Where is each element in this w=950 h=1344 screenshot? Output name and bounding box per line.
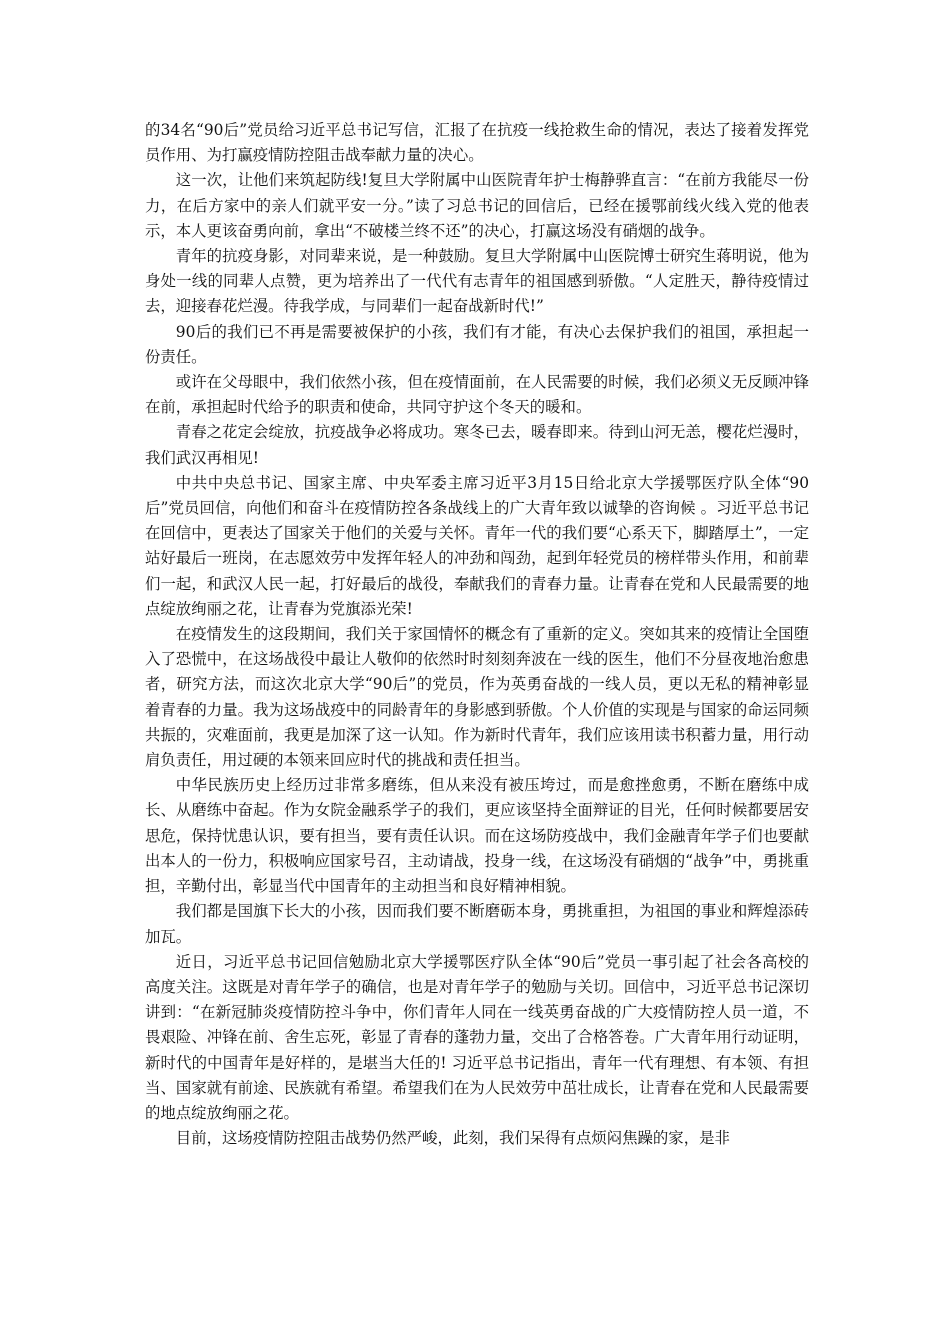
paragraph: 近日，习近平总书记回信勉励北京大学援鄂医疗队全体“90后”党员一事引起了社会各高校的高度关注。这既是对青年学子的确信，也是对青年学子的勉励与关切。回信中，习近平总书记深切讲到：“在新冠肺炎疫情防控斗争中，你们青年人同在一线英勇奋战的广大疫情防控人员一道，不畏艰险、冲锋在前、舍生忘死，彰显了青春的蓬勃力量，交出了合格答卷。广大青年用行动证明，新时代的中国青年是好样的，是堪当大任的! 习近平总书记指出，青年一代有理想、有本领、有担当、国家就有前途、民族就有希望。希望我们在为人民效劳中茁壮成长，让青春在党和人民最需要的地点绽放绚丽之花。	[145, 952, 809, 1122]
paragraph: 青春之花定会绽放，抗疫战争必将成功。寒冬已去，暖春即来。待到山河无恙，樱花烂漫时，我们武汉再相见!	[145, 423, 809, 467]
paragraph: 的34名“90后”党员给习近平总书记写信，汇报了在抗疫一线抢救生命的情况，表达了接着发挥党员作用、为打赢疫情防控阻击战奉献力量的决心。	[145, 121, 809, 165]
paragraph: 或许在父母眼中，我们依然小孩，但在疫情面前，在人民需要的时候，我们必须义无反顾冲锋在前，承担起时代给予的职责和使命，共同守护这个冬天的暖和。	[145, 373, 809, 417]
paragraph: 这一次，让他们来筑起防线!复旦大学附属中山医院青年护士梅静骅直言：“在前方我能尽一份力，在后方家中的亲人们就平安一分。”读了习总书记的回信后，已经在援鄂前线火线入党的他表示，本人更该奋勇向前，拿出“不破楼兰终不还”的决心，打赢这场没有硝烟的战争。	[145, 171, 809, 240]
paragraph: 中华民族历史上经历过非常多磨练，但从来没有被压垮过，而是愈挫愈勇，不断在磨练中成长、从磨练中奋起。作为女院金融系学子的我们，更应该坚持全面辩证的目光，任何时候都要居安思危，保持忧患认识，要有担当，要有责任认识。而在这场防疫战中，我们金融青年学子们也要献出本人的一份力，积极响应国家号召，主动请战，投身一线，在这场没有硝烟的“战争”中，勇挑重担，辛勤付出，彰显当代中国青年的主动担当和良好精神相貌。	[145, 776, 809, 896]
paragraph: 中共中央总书记、国家主席、中央军委主席习近平3月15日给北京大学援鄂医疗队全体“90后”党员回信，向他们和奋斗在疫情防控各条战线上的广大青年致以诚挚的咨询候 。习近平总书记在回信中，更表达了国家关于他们的关爱与关怀。青年一代的我们要“心系天下，脚踏厚土”，一定站好最后一班岗，在志愿效劳中发挥年轻人的冲劲和闯劲，起到年轻党员的榜样带头作用，和前辈们一起，和武汉人民一起，打好最后的战役，奉献我们的青春力量。让青春在党和人民最需要的地点绽放绚丽之花，让青春为党旗添光荣!	[145, 473, 809, 618]
paragraph: 90后的我们已不再是需要被保护的小孩，我们有才能，有决心去保护我们的祖国，承担起一份责任。	[145, 322, 809, 366]
paragraph: 我们都是国旗下长大的小孩，因而我们要不断磨砺本身，勇挑重担，为祖国的事业和辉煌添砖加瓦。	[145, 902, 809, 946]
paragraph: 在疫情发生的这段期间，我们关于家国情怀的概念有了重新的定义。突如其来的疫情让全国堕入了恐慌中，在这场战役中最让人敬仰的依然时时刻刻奔波在一线的医生，他们不分昼夜地治愈患者，研究方法，而这次北京大学“90后”的党员，作为英勇奋战的一线人员，更以无私的精神彰显着青春的力量。我为这场战疫中的同龄青年的身影感到骄傲。个人价值的实现是与国家的命运同频共振的，灾难面前，我更是加深了这一认知。作为新时代青年，我们应该用读书积蓄力量，用行动肩负责任，用过硬的本领来回应时代的挑战和责任担当。	[145, 625, 809, 770]
paragraph: 青年的抗疫身影，对同辈来说，是一种鼓励。复旦大学附属中山医院博士研究生蒋明说，他为身处一线的同辈人点赞，更为培养出了一代代有志青年的祖国感到骄傲。“人定胜天，静待疫情过去，迎接春花烂漫。待我学成，与同辈们一起奋战新时代!”	[145, 247, 809, 316]
document-body	[145, 118, 809, 1151]
paragraph: 目前，这场疫情防控阻击战势仍然严峻，此刻，我们呆得有点烦闷焦躁的家，是非	[175, 1129, 730, 1148]
